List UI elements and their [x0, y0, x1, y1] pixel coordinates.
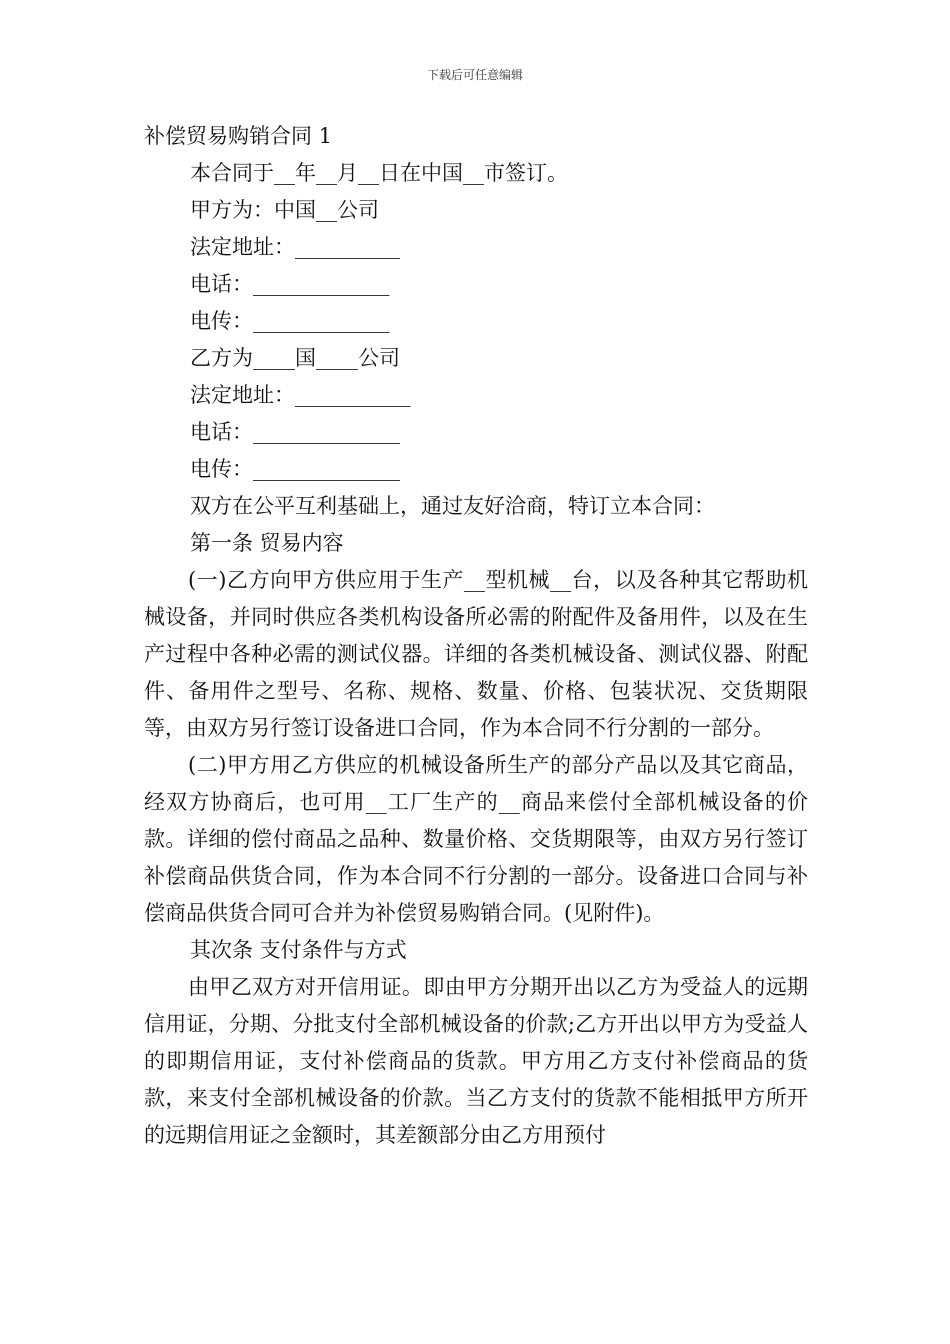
article2-heading: 其次条 支付条件与方式: [190, 938, 407, 962]
party-a-label: 甲方为：中国__公司: [190, 198, 379, 222]
article2-paragraph-1: 由甲乙双方对开信用证。即由甲方分期开出以乙方为受益人的远期信用证，分期、分批支付全部机械设备的价款;乙方开出以甲方为受益人的即期信用证，支付补偿商品的货款。甲方用乙方支付补偿商品的货款，来支付全部机械设备的价款。当乙方支付的货款不能相抵甲方所开的远期信用证之金额时，其差额部分由乙方用预付: [144, 975, 808, 1147]
party-b-phone: 电话：______________: [190, 420, 400, 444]
document-title: 补偿贸易购销合同 1: [144, 124, 333, 148]
party-a-phone: 电话：_____________: [190, 272, 390, 296]
article1-paragraph-1: (一)乙方向甲方供应用于生产__型机械__台，以及各种其它帮助机械设备，并同时供应各类机构设备所必需的附配件及备用件，以及在生产过程中各种必需的测试仪器。详细的各类机械设备、测试仪器、附配件、备用件之型号、名称、规格、数量、价格、包装状况、交货期限等，由双方另行签订设备进口合同，作为本合同不行分割的一部分。: [144, 568, 808, 740]
page-header-note: 下载后可任意编辑: [426, 68, 523, 82]
party-b-label: 乙方为____国____公司: [190, 346, 400, 370]
party-a-fax: 电传：_____________: [190, 309, 390, 333]
party-b-address: 法定地址：___________: [190, 383, 411, 407]
article1-paragraph-2: (二)甲方用乙方供应的机械设备所生产的部分产品以及其它商品，经双方协商后，也可用__工厂生产的__商品来偿付全部机械设备的价款。详细的偿付商品之品种、数量价格、交货期限等，由双方另行签订补偿商品供货合同，作为本合同不行分割的一部分。设备进口合同与补偿商品供货合同可合并为补偿贸易购销合同。(见附件)。: [144, 753, 808, 925]
intro-line: 本合同于__年__月__日在中国__市签订。: [190, 161, 568, 185]
contract-document: [144, 118, 808, 1154]
article1-heading: 第一条 贸易内容: [190, 531, 344, 555]
party-a-address: 法定地址：__________: [190, 235, 400, 259]
party-b-fax: 电传：______________: [190, 457, 400, 481]
preamble: 双方在公平互利基础上，通过友好洽商，特订立本合同：: [190, 494, 715, 518]
